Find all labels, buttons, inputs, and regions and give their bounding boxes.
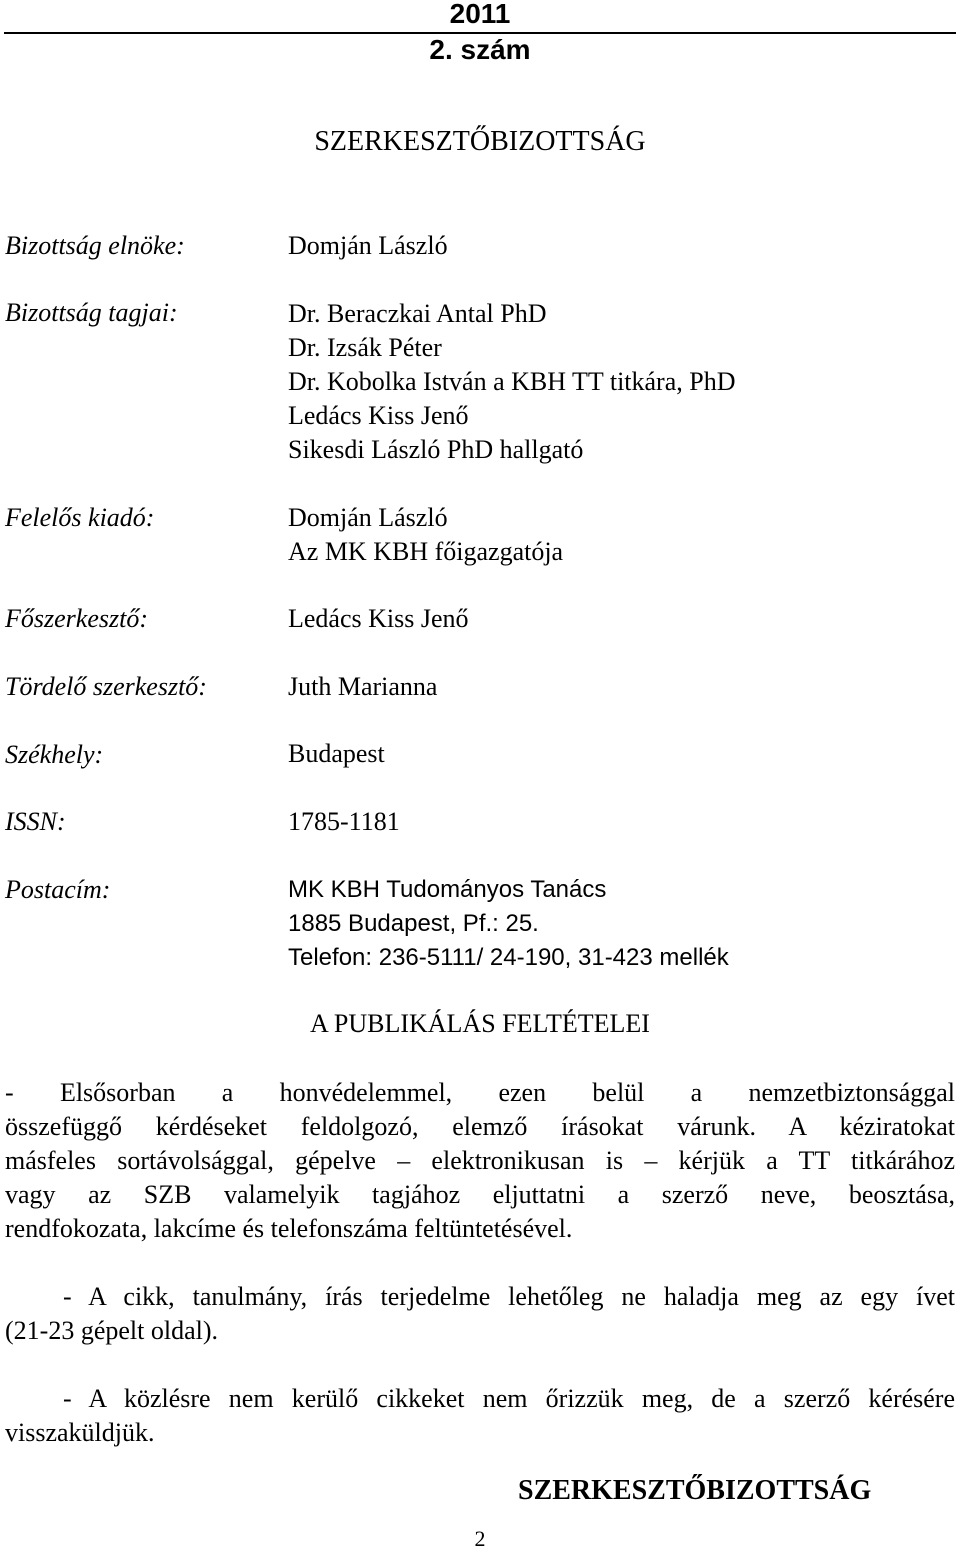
conditions-paragraph-2 [5, 1280, 955, 1348]
paragraph-line: visszaküldjük. [5, 1418, 155, 1447]
seat-label: Székhely: [5, 740, 104, 769]
postal-address [288, 873, 729, 975]
editor-label: Főszerkesztő: [5, 604, 148, 633]
chair-value: Domján László [288, 231, 448, 260]
conditions-paragraph-1 [5, 1076, 955, 1246]
paragraph-line: másfeles sortávolsággal, gépelve – elektronikusan is – kérjük a TT titkárához [5, 1146, 955, 1175]
publisher-value [288, 501, 563, 569]
editorial-board-title: SZERKESZTŐBIZOTTSÁG [314, 126, 646, 157]
paragraph-line: - A közlésre nem kerülő cikkeket nem őrizzük meg, de a szerző kérésére [63, 1384, 955, 1413]
paragraph-line: - Elsősorban a honvédelemmel, ezen belül a nemzetbiztonsággal [5, 1078, 955, 1107]
members-list [288, 297, 735, 467]
layout-editor-label: Tördelő szerkesztő: [5, 672, 207, 701]
conditions-paragraph-3 [5, 1382, 955, 1450]
postal-label: Postacím: [5, 875, 111, 904]
publisher-title: Az MK KBH főigazgatója [288, 537, 564, 566]
issn-label: ISSN: [5, 807, 66, 836]
paragraph-line: összefüggő kérdéseket feldolgozó, elemző írásokat várunk. A kéziratokat [5, 1112, 955, 1141]
publisher-label: Felelős kiadó: [5, 503, 155, 532]
paragraph-line: vagy az SZB valamelyik tagjához eljuttatni a szerző neve, beosztása, [5, 1180, 955, 1209]
header-year: 2011 [449, 0, 511, 29]
member-item: Dr. Beraczkai Antal PhD [288, 299, 547, 328]
header-issue: 2. szám [429, 34, 531, 65]
layout-editor-value: Juth Marianna [288, 672, 438, 701]
member-item: Dr. Kobolka István a KBH TT titkára, PhD [288, 367, 736, 396]
postal-line: MK KBH Tudományos Tanács [288, 876, 607, 903]
paragraph-line: - A cikk, tanulmány, írás terjedelme lehetőleg ne haladja meg az egy ívet [63, 1282, 955, 1311]
chair-label: Bizottság elnöke: [5, 231, 185, 260]
signature: SZERKESZTŐBIZOTTSÁG [518, 1475, 872, 1506]
editor-value: Ledács Kiss Jenő [288, 604, 469, 633]
paragraph-line: rendfokozata, lakcíme és telefonszáma feltüntetésével. [5, 1214, 573, 1243]
member-item: Dr. Izsák Péter [288, 333, 442, 362]
postal-line: Telefon: 236-5111/ 24-190, 31-423 mellék [288, 944, 729, 971]
member-item: Ledács Kiss Jenő [288, 401, 469, 430]
member-item: Sikesdi László PhD hallgató [288, 435, 584, 464]
conditions-title: A PUBLIKÁLÁS FELTÉTELEI [310, 1009, 650, 1038]
page-number: 2 [474, 1526, 486, 1551]
paragraph-line: (21-23 gépelt oldal). [5, 1316, 218, 1345]
members-label: Bizottság tagjai: [5, 298, 178, 327]
seat-value: Budapest [288, 739, 385, 768]
postal-line: 1885 Budapest, Pf.: 25. [288, 910, 539, 937]
publisher-name: Domján László [288, 503, 448, 532]
issn-value: 1785-1181 [288, 807, 400, 836]
